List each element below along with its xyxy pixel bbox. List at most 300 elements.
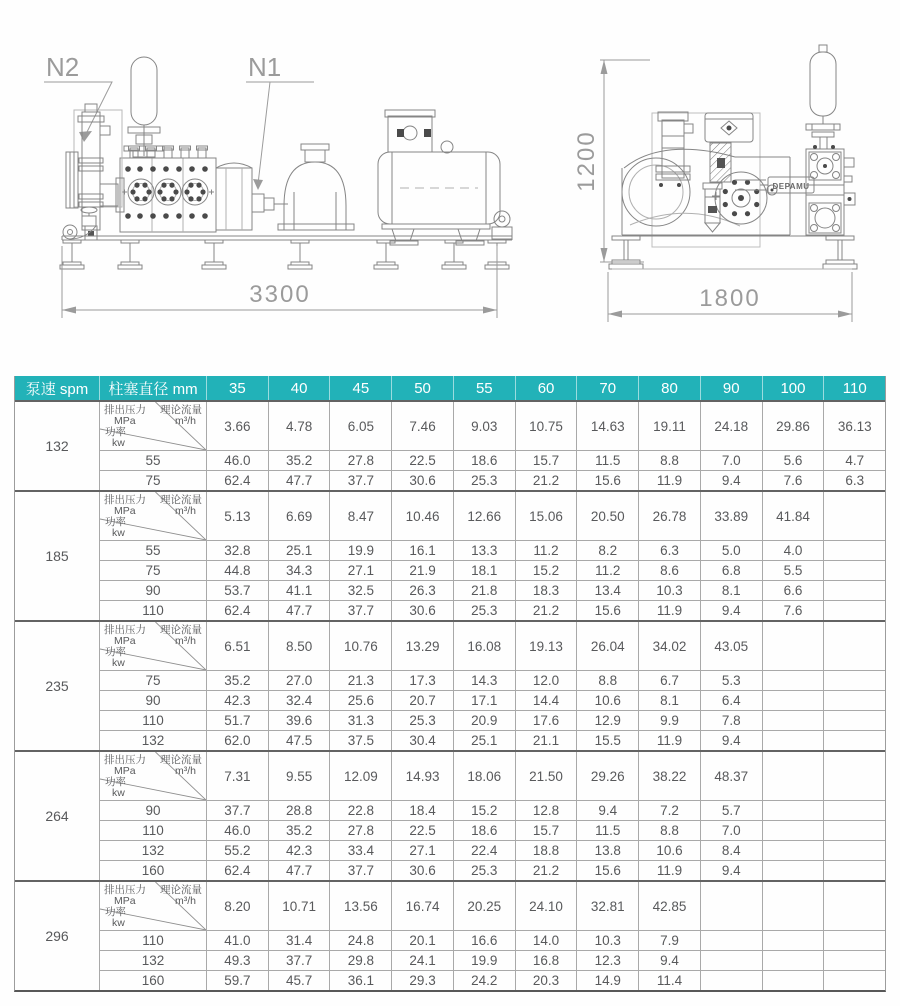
data-cell: 6.4 xyxy=(701,691,763,710)
data-cell: 18.8 xyxy=(516,841,578,860)
data-cell: 30.4 xyxy=(392,731,454,750)
data-cell: 30.6 xyxy=(392,861,454,880)
flow-value-cell: 5.13 xyxy=(207,492,269,540)
power-row-110 xyxy=(100,710,885,730)
power-value-cell: 75 xyxy=(100,561,207,580)
data-cell: 7.0 xyxy=(701,821,763,840)
flow-value-cell: 13.29 xyxy=(392,622,454,670)
data-cell: 22.8 xyxy=(330,801,392,820)
flow-value-cell: 7.46 xyxy=(392,402,454,450)
data-cell: 7.6 xyxy=(763,471,825,490)
data-cell xyxy=(763,801,825,820)
power-value-cell: 160 xyxy=(100,861,207,880)
data-cell: 21.2 xyxy=(516,471,578,490)
data-cell xyxy=(824,861,885,880)
data-cell xyxy=(763,841,825,860)
n1-text: N1 xyxy=(248,52,282,82)
data-cell: 11.2 xyxy=(577,561,639,580)
data-cell: 14.0 xyxy=(516,931,578,950)
data-cell: 21.1 xyxy=(516,731,578,750)
fluid-end-block xyxy=(120,146,216,232)
flow-value-cell: 16.08 xyxy=(454,622,516,670)
power-value-cell: 90 xyxy=(100,691,207,710)
data-cell: 37.5 xyxy=(330,731,392,750)
power-value-cell: 110 xyxy=(100,711,207,730)
data-cell: 42.3 xyxy=(207,691,269,710)
corner-flow-unit: m³/h xyxy=(175,895,196,907)
data-cell: 19.9 xyxy=(454,951,516,970)
data-cell: 47.5 xyxy=(269,731,331,750)
data-cell: 27.0 xyxy=(269,671,331,690)
data-cell: 44.8 xyxy=(207,561,269,580)
dimension-3300 xyxy=(62,246,497,318)
diameter-header-40: 40 xyxy=(269,376,331,400)
data-cell: 11.9 xyxy=(639,471,701,490)
data-cell: 6.8 xyxy=(701,561,763,580)
data-cell: 21.2 xyxy=(516,861,578,880)
data-cell: 6.3 xyxy=(639,541,701,560)
data-cell: 9.4 xyxy=(701,601,763,620)
corner-power-unit: kw xyxy=(112,787,125,799)
data-cell: 24.2 xyxy=(454,971,516,990)
data-cell xyxy=(763,971,825,990)
diameter-header-45: 45 xyxy=(330,376,392,400)
data-cell xyxy=(701,931,763,950)
power-row-132 xyxy=(100,950,885,970)
data-cell: 4.0 xyxy=(763,541,825,560)
flow-value-cell: 8.47 xyxy=(330,492,392,540)
diameter-header-100: 100 xyxy=(763,376,825,400)
data-cell: 25.1 xyxy=(454,731,516,750)
data-cell: 11.9 xyxy=(639,731,701,750)
power-row-110 xyxy=(100,600,885,620)
flow-row xyxy=(100,882,885,930)
data-cell: 21.2 xyxy=(516,601,578,620)
flow-value-cell xyxy=(824,882,885,930)
power-row-90 xyxy=(100,690,885,710)
pump-speed-value: 264 xyxy=(15,752,100,880)
data-cell: 18.3 xyxy=(516,581,578,600)
data-cell: 8.1 xyxy=(639,691,701,710)
data-cell: 25.3 xyxy=(454,861,516,880)
data-cell: 5.7 xyxy=(701,801,763,820)
data-cell: 37.7 xyxy=(269,951,331,970)
data-cell: 15.2 xyxy=(454,801,516,820)
corner-flow-label: 理论流量 xyxy=(160,624,202,636)
data-cell: 22.5 xyxy=(392,821,454,840)
power-row-55 xyxy=(100,450,885,470)
data-cell: 25.1 xyxy=(269,541,331,560)
power-row-132 xyxy=(100,840,885,860)
power-end xyxy=(216,163,288,230)
data-cell: 7.0 xyxy=(701,451,763,470)
plunger-diameter-header: 柱塞直径 mm xyxy=(100,376,207,400)
data-cell: 31.4 xyxy=(269,931,331,950)
data-cell xyxy=(701,971,763,990)
data-cell: 8.6 xyxy=(639,561,701,580)
group-body xyxy=(100,402,885,490)
dim-width-text: 1800 xyxy=(699,285,761,312)
flow-value-cell: 10.46 xyxy=(392,492,454,540)
pump-speed-value: 185 xyxy=(15,492,100,620)
flow-row xyxy=(100,752,885,800)
corner-header-cell xyxy=(100,752,207,800)
data-cell: 7.2 xyxy=(639,801,701,820)
data-cell: 24.8 xyxy=(330,931,392,950)
data-cell: 11.2 xyxy=(516,541,578,560)
data-cell: 29.8 xyxy=(330,951,392,970)
power-row-110 xyxy=(100,820,885,840)
flow-value-cell: 42.85 xyxy=(639,882,701,930)
power-row-55 xyxy=(100,540,885,560)
accumulator-end xyxy=(806,45,840,149)
flow-value-cell: 24.18 xyxy=(701,402,763,450)
data-cell: 47.7 xyxy=(269,861,331,880)
data-cell: 36.1 xyxy=(330,971,392,990)
data-cell: 49.3 xyxy=(207,951,269,970)
power-row-132 xyxy=(100,730,885,750)
data-cell: 37.7 xyxy=(207,801,269,820)
corner-pressure-label: 排出压力 xyxy=(104,754,146,766)
flow-value-cell: 26.78 xyxy=(639,492,701,540)
data-cell: 35.2 xyxy=(269,451,331,470)
data-cell: 10.6 xyxy=(577,691,639,710)
corner-flow-unit: m³/h xyxy=(175,765,196,777)
group-body xyxy=(100,492,885,620)
speed-group-296 xyxy=(15,880,885,990)
flow-value-cell: 38.22 xyxy=(639,752,701,800)
flow-value-cell: 6.05 xyxy=(330,402,392,450)
flow-value-cell: 10.76 xyxy=(330,622,392,670)
data-cell: 29.3 xyxy=(392,971,454,990)
data-cell: 15.7 xyxy=(516,821,578,840)
data-cell xyxy=(824,841,885,860)
corner-power-label: 功率 xyxy=(105,776,126,788)
speed-group-185 xyxy=(15,490,885,620)
data-cell: 18.1 xyxy=(454,561,516,580)
group-body xyxy=(100,622,885,750)
label-n1 xyxy=(246,52,314,190)
data-cell xyxy=(763,951,825,970)
corner-flow-label: 理论流量 xyxy=(160,884,202,896)
data-cell: 20.9 xyxy=(454,711,516,730)
flow-value-cell: 6.51 xyxy=(207,622,269,670)
data-cell: 7.9 xyxy=(639,931,701,950)
corner-flow-label: 理论流量 xyxy=(160,404,202,416)
data-cell xyxy=(824,711,885,730)
corner-pressure-unit: MPa xyxy=(114,415,136,427)
data-cell: 9.4 xyxy=(701,471,763,490)
oil-filter xyxy=(703,183,722,232)
data-cell: 27.8 xyxy=(330,451,392,470)
data-cell: 22.5 xyxy=(392,451,454,470)
power-value-cell: 110 xyxy=(100,821,207,840)
data-cell: 17.6 xyxy=(516,711,578,730)
data-cell: 21.8 xyxy=(454,581,516,600)
data-cell: 46.0 xyxy=(207,821,269,840)
data-cell: 42.3 xyxy=(269,841,331,860)
data-cell: 16.1 xyxy=(392,541,454,560)
data-cell: 59.7 xyxy=(207,971,269,990)
data-cell: 10.3 xyxy=(577,931,639,950)
motor-end xyxy=(705,113,753,142)
corner-flow-unit: m³/h xyxy=(175,635,196,647)
flow-value-cell: 8.50 xyxy=(269,622,331,670)
flow-value-cell: 14.93 xyxy=(392,752,454,800)
data-cell xyxy=(824,561,885,580)
flow-value-cell: 12.09 xyxy=(330,752,392,800)
diameter-header-110: 110 xyxy=(842,379,867,397)
data-cell: 12.8 xyxy=(516,801,578,820)
diameter-header-35: 35 xyxy=(207,376,269,400)
dimension-1200 xyxy=(573,60,650,262)
flow-value-cell xyxy=(701,882,763,930)
corner-pressure-unit: MPa xyxy=(114,635,136,647)
data-cell: 8.8 xyxy=(639,821,701,840)
flow-value-cell: 20.50 xyxy=(577,492,639,540)
drive-pedestal xyxy=(278,144,354,230)
data-cell: 8.2 xyxy=(577,541,639,560)
data-cell: 9.4 xyxy=(701,731,763,750)
data-cell: 35.2 xyxy=(207,671,269,690)
power-row-160 xyxy=(100,860,885,880)
power-row-75 xyxy=(100,470,885,490)
flow-value-cell: 36.13 xyxy=(837,418,872,434)
brand-text: DEPAMU xyxy=(772,182,810,191)
data-cell: 13.4 xyxy=(577,581,639,600)
power-row-160 xyxy=(100,970,885,990)
flow-value-cell: 48.37 xyxy=(701,752,763,800)
data-cell: 47.7 xyxy=(269,601,331,620)
data-cell: 7.6 xyxy=(763,601,825,620)
data-cell xyxy=(824,601,885,620)
data-cell: 11.5 xyxy=(577,451,639,470)
flow-value-cell: 19.11 xyxy=(639,402,701,450)
data-cell: 27.1 xyxy=(392,841,454,860)
speed-group-264 xyxy=(15,750,885,880)
data-cell xyxy=(763,691,825,710)
skid-feet xyxy=(60,240,509,269)
flow-value-cell: 4.78 xyxy=(269,402,331,450)
flow-value-cell xyxy=(824,492,885,540)
data-cell: 31.3 xyxy=(330,711,392,730)
data-cell xyxy=(763,671,825,690)
data-cell: 18.4 xyxy=(392,801,454,820)
base-skid-side xyxy=(60,236,512,269)
data-cell: 8.8 xyxy=(639,451,701,470)
power-value-cell: 110 xyxy=(100,601,207,620)
data-cell: 14.3 xyxy=(454,671,516,690)
data-cell: 62.0 xyxy=(207,731,269,750)
data-cell: 13.8 xyxy=(577,841,639,860)
data-cell: 15.6 xyxy=(577,471,639,490)
flow-value-cell: 7.31 xyxy=(207,752,269,800)
flow-value-cell: 8.20 xyxy=(207,882,269,930)
data-cell xyxy=(763,931,825,950)
data-cell: 7.8 xyxy=(701,711,763,730)
corner-power-label: 功率 xyxy=(105,906,126,918)
flow-value-cell xyxy=(763,752,825,800)
diameter-header-80: 80 xyxy=(639,376,701,400)
data-cell: 25.3 xyxy=(454,601,516,620)
corner-header-cell xyxy=(100,622,207,670)
power-value-cell: 90 xyxy=(100,581,207,600)
data-cell: 16.6 xyxy=(454,931,516,950)
diameter-header-70: 70 xyxy=(577,376,639,400)
corner-pressure-label: 排出压力 xyxy=(104,624,146,636)
data-cell: 25.3 xyxy=(454,471,516,490)
dim-length-text: 3300 xyxy=(249,281,311,308)
diameter-header-50: 50 xyxy=(392,376,454,400)
data-cell: 28.8 xyxy=(269,801,331,820)
flow-value-cell: 10.71 xyxy=(269,882,331,930)
flow-value-cell: 16.74 xyxy=(392,882,454,930)
flow-value-cell: 13.56 xyxy=(330,882,392,930)
pump-side-view xyxy=(44,52,512,318)
data-cell: 17.3 xyxy=(392,671,454,690)
flow-value-cell: 15.06 xyxy=(516,492,578,540)
data-cell xyxy=(824,971,885,990)
power-value-cell: 132 xyxy=(100,951,207,970)
corner-power-unit: kw xyxy=(112,527,125,539)
power-row-75 xyxy=(100,560,885,580)
flow-value-cell: 21.50 xyxy=(516,752,578,800)
data-cell: 8.4 xyxy=(701,841,763,860)
pump-speed-value: 296 xyxy=(15,882,100,990)
data-cell: 8.1 xyxy=(701,581,763,600)
data-cell: 5.0 xyxy=(701,541,763,560)
flow-value-cell xyxy=(824,622,885,670)
power-value-cell: 132 xyxy=(100,731,207,750)
data-cell: 5.6 xyxy=(763,451,825,470)
data-cell: 18.6 xyxy=(454,821,516,840)
data-cell: 25.6 xyxy=(330,691,392,710)
data-cell: 10.3 xyxy=(639,581,701,600)
data-cell: 37.7 xyxy=(330,471,392,490)
flow-row xyxy=(100,492,885,540)
data-cell: 30.6 xyxy=(392,471,454,490)
corner-pressure-unit: MPa xyxy=(114,765,136,777)
data-cell: 47.7 xyxy=(269,471,331,490)
data-cell: 30.6 xyxy=(392,601,454,620)
data-cell xyxy=(701,951,763,970)
dim-height-text: 1200 xyxy=(573,130,600,192)
corner-pressure-unit: MPa xyxy=(114,895,136,907)
data-cell: 12.9 xyxy=(577,711,639,730)
flow-value-cell: 9.55 xyxy=(269,752,331,800)
n2-text: N2 xyxy=(46,52,80,82)
group-body xyxy=(100,752,885,880)
valve-studs xyxy=(129,146,208,158)
corner-power-unit: kw xyxy=(112,657,125,669)
data-cell: 9.4 xyxy=(577,801,639,820)
data-cell: 9.4 xyxy=(639,951,701,970)
data-cell: 46.0 xyxy=(207,451,269,470)
power-row-90 xyxy=(100,800,885,820)
data-cell xyxy=(824,671,885,690)
data-cell xyxy=(824,951,885,970)
data-cell: 9.9 xyxy=(639,711,701,730)
diameter-header-55: 55 xyxy=(454,376,516,400)
flow-value-cell: 41.84 xyxy=(763,492,825,540)
data-cell: 62.4 xyxy=(207,601,269,620)
data-cell: 39.6 xyxy=(269,711,331,730)
data-cell: 15.2 xyxy=(516,561,578,580)
data-cell xyxy=(763,731,825,750)
label-n2 xyxy=(44,52,112,142)
data-cell: 34.3 xyxy=(269,561,331,580)
corner-header-cell xyxy=(100,882,207,930)
data-cell: 13.3 xyxy=(454,541,516,560)
data-cell: 20.1 xyxy=(392,931,454,950)
flow-row xyxy=(100,622,885,670)
data-cell: 27.1 xyxy=(330,561,392,580)
pump-speed-header: 泵速 spm xyxy=(15,376,100,400)
data-cell: 20.3 xyxy=(516,971,578,990)
speed-group-235 xyxy=(15,620,885,750)
corner-flow-unit: m³/h xyxy=(175,415,196,427)
speed-group-132 xyxy=(15,400,885,490)
suction-manifold xyxy=(63,104,124,240)
flow-value-cell: 3.66 xyxy=(207,402,269,450)
crankcase-end xyxy=(622,149,790,235)
data-cell: 18.6 xyxy=(454,451,516,470)
flow-value-cell: 20.25 xyxy=(454,882,516,930)
corner-pressure-label: 排出压力 xyxy=(104,884,146,896)
corner-header-cell xyxy=(100,492,207,540)
data-cell: 45.7 xyxy=(269,971,331,990)
flow-value-cell xyxy=(763,622,825,670)
flow-value-cell: 18.06 xyxy=(454,752,516,800)
data-cell: 14.4 xyxy=(516,691,578,710)
flow-value-cell xyxy=(824,752,885,800)
data-cell: 21.9 xyxy=(392,561,454,580)
corner-header-cell xyxy=(100,402,207,450)
data-cell: 15.6 xyxy=(577,601,639,620)
data-cell: 41.0 xyxy=(207,931,269,950)
data-cell: 32.5 xyxy=(330,581,392,600)
corner-pressure-label: 排出压力 xyxy=(104,404,146,416)
power-row-90 xyxy=(100,580,885,600)
data-cell: 6.7 xyxy=(639,671,701,690)
flow-value-cell: 10.75 xyxy=(516,402,578,450)
data-cell: 6.3 xyxy=(845,473,865,488)
data-cell: 10.6 xyxy=(639,841,701,860)
data-cell xyxy=(824,731,885,750)
power-value-cell: 110 xyxy=(100,931,207,950)
data-cell: 15.5 xyxy=(577,731,639,750)
electric-motor-side xyxy=(378,110,512,245)
pump-speed-value: 235 xyxy=(15,622,100,750)
power-value-cell: 90 xyxy=(100,801,207,820)
table-header-row xyxy=(15,376,885,400)
flow-value-cell: 19.13 xyxy=(516,622,578,670)
flow-value-cell: 33.89 xyxy=(701,492,763,540)
diameter-header-90: 90 xyxy=(701,376,763,400)
flow-value-cell: 26.04 xyxy=(577,622,639,670)
data-cell: 9.4 xyxy=(701,861,763,880)
data-cell: 4.7 xyxy=(845,453,865,468)
power-value-cell: 55 xyxy=(100,451,207,470)
spec-table xyxy=(14,376,886,992)
data-cell: 32.8 xyxy=(207,541,269,560)
power-value-cell: 132 xyxy=(100,841,207,860)
power-value-cell: 160 xyxy=(100,971,207,990)
data-cell xyxy=(824,821,885,840)
data-cell: 24.1 xyxy=(392,951,454,970)
data-cell: 11.9 xyxy=(639,601,701,620)
data-cell: 62.4 xyxy=(207,861,269,880)
